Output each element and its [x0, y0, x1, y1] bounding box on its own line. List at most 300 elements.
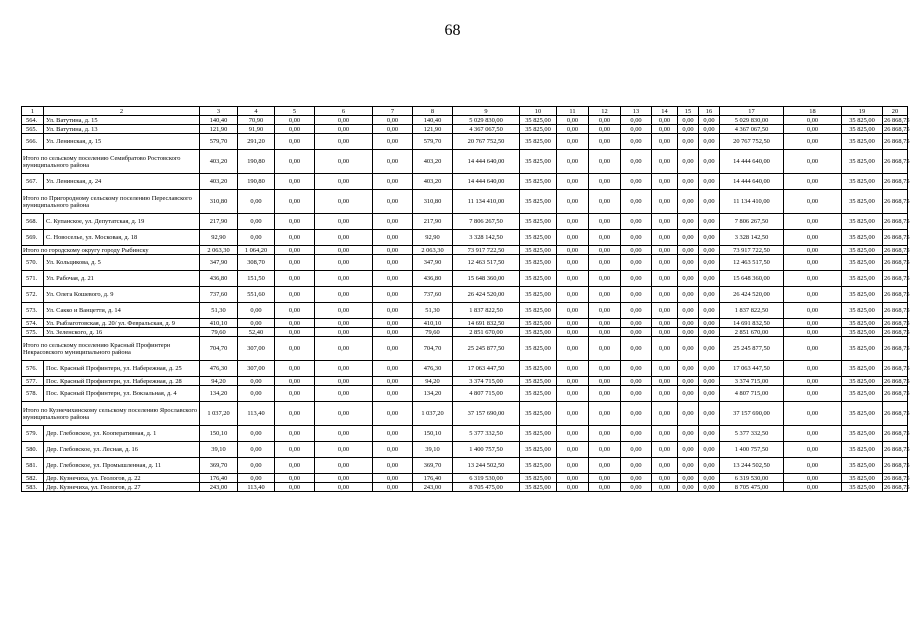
value-cell: 20 767 752,50 — [453, 134, 520, 150]
value-cell: 0,00 — [315, 328, 373, 337]
value-cell: 151,50 — [238, 271, 275, 287]
value-cell: 0,00 — [238, 214, 275, 230]
value-cell: 0,00 — [784, 361, 842, 377]
column-number-cell: 11 — [557, 107, 589, 116]
value-cell: 4 367 067,50 — [720, 125, 784, 134]
value-cell: 0,00 — [652, 190, 678, 214]
value-cell: 0,00 — [678, 230, 699, 246]
value-cell: 403,20 — [413, 174, 453, 190]
value-cell: 0,00 — [315, 271, 373, 287]
value-cell: 0,00 — [275, 116, 315, 125]
value-cell: 0,00 — [275, 246, 315, 255]
data-table-container — [21, 106, 910, 492]
value-cell: 0,00 — [238, 474, 275, 483]
value-cell: 0,00 — [557, 361, 589, 377]
value-cell: 3 328 142,50 — [720, 230, 784, 246]
value-cell: 0,00 — [557, 116, 589, 125]
value-cell: 0,00 — [784, 386, 842, 402]
value-cell: 0,00 — [315, 230, 373, 246]
value-cell: 217,90 — [200, 214, 238, 230]
value-cell: 0,00 — [652, 230, 678, 246]
value-cell: 0,00 — [784, 474, 842, 483]
value-cell: 0,00 — [652, 125, 678, 134]
row-number: 568. — [22, 214, 44, 230]
row-number: 564. — [22, 116, 44, 125]
value-cell: 14 444 640,00 — [720, 174, 784, 190]
value-cell: 14 691 832,50 — [453, 319, 520, 328]
value-cell: 52,40 — [238, 328, 275, 337]
value-cell: 0,00 — [315, 402, 373, 426]
value-cell: 347,90 — [200, 255, 238, 271]
value-cell: 35 825,00 — [842, 125, 883, 134]
value-cell: 0,00 — [275, 230, 315, 246]
value-cell: 0,00 — [678, 134, 699, 150]
column-number-cell: 17 — [720, 107, 784, 116]
value-cell: 190,80 — [238, 150, 275, 174]
address-cell: Пос. Красный Профинтерн, ул. Набережная, д. 28 — [44, 377, 200, 386]
value-cell: 0,00 — [699, 328, 720, 337]
row-number: 572. — [22, 287, 44, 303]
value-cell: 1 037,20 — [200, 402, 238, 426]
value-cell: 436,80 — [413, 271, 453, 287]
value-cell: 26 868,75 — [884, 246, 910, 254]
value-cell: 0,00 — [621, 337, 652, 361]
value-cell: 1 400 757,50 — [720, 442, 784, 458]
value-cell: 0,00 — [275, 402, 315, 426]
table-row — [22, 125, 908, 134]
value-cell: 403,20 — [200, 150, 238, 174]
value-cell: 0,00 — [589, 246, 621, 255]
value-cell: 35 825,00 — [520, 230, 557, 246]
value-cell: 0,00 — [589, 214, 621, 230]
value-cell: 26 868,75 — [883, 402, 908, 426]
value-cell: 35 825,00 — [842, 319, 883, 328]
value-cell: 0,00 — [315, 214, 373, 230]
table-row — [22, 458, 908, 474]
value-cell: 0,00 — [784, 150, 842, 174]
value-cell: 0,00 — [557, 214, 589, 230]
value-cell: 35 825,00 — [520, 337, 557, 361]
value-cell: 35 825,00 — [842, 190, 883, 214]
value-cell: 0,00 — [373, 483, 413, 492]
column-number-cell: 12 — [589, 107, 621, 116]
value-cell: 3 374 715,00 — [720, 377, 784, 386]
value-cell: 243,00 — [200, 483, 238, 492]
value-cell: 0,00 — [315, 337, 373, 361]
value-cell: 0,00 — [557, 402, 589, 426]
value-cell: 150,10 — [413, 426, 453, 442]
value-cell: 308,70 — [238, 255, 275, 271]
row-number: 565. — [22, 125, 44, 134]
value-cell: 0,00 — [699, 125, 720, 134]
value-cell: 140,40 — [200, 116, 238, 125]
value-cell: 0,00 — [373, 426, 413, 442]
address-cell: Дер. Глебовское, ул. Промышленная, д. 11 — [44, 458, 200, 474]
value-cell: 0,00 — [557, 271, 589, 287]
value-cell: 25 245 877,50 — [720, 337, 784, 361]
value-cell: 35 825,00 — [842, 483, 883, 492]
value-cell: 25 245 877,50 — [453, 337, 520, 361]
value-cell: 51,30 — [413, 303, 453, 319]
value-cell: 73 917 722,50 — [453, 246, 520, 255]
value-cell: 35 825,00 — [520, 361, 557, 377]
value-cell: 94,20 — [413, 377, 453, 386]
value-cell: 0,00 — [373, 458, 413, 474]
value-cell: 12 463 517,50 — [453, 255, 520, 271]
value-cell: 0,00 — [238, 386, 275, 402]
value-cell: 0,00 — [275, 361, 315, 377]
value-cell: 410,10 — [413, 319, 453, 328]
column-number-cell: 9 — [453, 107, 520, 116]
value-cell: 14 444 640,00 — [720, 150, 784, 174]
value-cell: 476,30 — [413, 361, 453, 377]
value-cell: 0,00 — [557, 303, 589, 319]
table-row — [22, 214, 908, 230]
value-cell: 35 825,00 — [842, 271, 883, 287]
value-cell: 0,00 — [373, 377, 413, 386]
value-cell: 26 868,75 — [883, 386, 908, 402]
value-cell: 26 868,75 — [883, 271, 908, 287]
value-cell: 0,00 — [373, 303, 413, 319]
value-cell: 51,30 — [200, 303, 238, 319]
value-cell: 7 806 267,50 — [720, 214, 784, 230]
value-cell: 37 157 690,00 — [720, 402, 784, 426]
value-cell: 3 374 715,00 — [453, 377, 520, 386]
value-cell: 0,00 — [678, 458, 699, 474]
value-cell: 0,00 — [315, 287, 373, 303]
value-cell: 35 825,00 — [842, 474, 883, 483]
value-cell: 0,00 — [678, 287, 699, 303]
value-cell: 0,00 — [315, 246, 373, 255]
value-cell: 0,00 — [589, 134, 621, 150]
value-cell: 0,00 — [589, 174, 621, 190]
value-cell: 0,00 — [589, 319, 621, 328]
value-cell: 35 825,00 — [842, 426, 883, 442]
value-cell: 0,00 — [699, 271, 720, 287]
address-cell: Ул. Зеленского, д. 16 — [44, 328, 200, 337]
column-number-cell: 15 — [678, 107, 699, 116]
address-cell: Ул. Сакко и Ванцетти, д. 14 — [44, 303, 200, 319]
value-cell: 0,00 — [621, 319, 652, 328]
value-cell: 35 825,00 — [520, 386, 557, 402]
value-cell: 4 807 715,00 — [720, 386, 784, 402]
value-cell: 5 377 332,50 — [453, 426, 520, 442]
value-cell: 0,00 — [621, 287, 652, 303]
value-cell: 4 807 715,00 — [453, 386, 520, 402]
value-cell: 0,00 — [652, 386, 678, 402]
value-cell: 291,20 — [238, 134, 275, 150]
value-cell: 0,00 — [275, 287, 315, 303]
value-cell: 35 825,00 — [520, 190, 557, 214]
value-cell: 26 868,75 — [884, 319, 910, 327]
value-cell: 0,00 — [275, 474, 315, 483]
value-cell: 403,20 — [413, 150, 453, 174]
value-cell: 0,00 — [784, 116, 842, 125]
row-number: 570. — [22, 255, 44, 271]
value-cell: 347,90 — [413, 255, 453, 271]
value-cell: 0,00 — [315, 483, 373, 492]
value-cell: 35 825,00 — [520, 402, 557, 426]
row-number: 576. — [22, 361, 44, 377]
value-cell: 35 825,00 — [842, 174, 883, 190]
value-cell: 0,00 — [678, 271, 699, 287]
value-cell: 0,00 — [652, 271, 678, 287]
value-cell: 0,00 — [652, 337, 678, 361]
value-cell: 0,00 — [275, 458, 315, 474]
value-cell: 79,60 — [413, 328, 453, 337]
value-cell: 436,80 — [200, 271, 238, 287]
value-cell: 26 424 520,00 — [720, 287, 784, 303]
value-cell: 0,00 — [315, 377, 373, 386]
value-cell: 35 825,00 — [520, 125, 557, 134]
address-cell: Дер. Кузнечиха, ул. Геологов, д. 22 — [44, 474, 200, 483]
value-cell: 26 868,75 — [883, 287, 908, 303]
value-cell: 0,00 — [678, 483, 699, 492]
value-cell: 0,00 — [238, 190, 275, 214]
value-cell: 26 868,75 — [883, 150, 908, 174]
value-cell: 0,00 — [557, 442, 589, 458]
value-cell: 3 328 142,50 — [453, 230, 520, 246]
value-cell: 35 825,00 — [842, 303, 883, 319]
value-cell: 0,00 — [589, 458, 621, 474]
value-cell: 0,00 — [784, 125, 842, 134]
value-cell: 0,00 — [678, 214, 699, 230]
value-cell: 39,10 — [413, 442, 453, 458]
value-cell: 0,00 — [621, 458, 652, 474]
value-cell: 0,00 — [373, 134, 413, 150]
value-cell: 0,00 — [652, 214, 678, 230]
value-cell: 0,00 — [784, 190, 842, 214]
value-cell: 0,00 — [589, 402, 621, 426]
table-row — [22, 271, 908, 287]
value-cell: 403,20 — [200, 174, 238, 190]
value-cell: 0,00 — [238, 230, 275, 246]
value-cell: 15 648 360,00 — [720, 271, 784, 287]
subtotal-row — [22, 150, 908, 174]
value-cell: 0,00 — [315, 303, 373, 319]
column-number-cell: 7 — [373, 107, 413, 116]
subtotal-row — [22, 190, 908, 214]
value-cell: 15 648 360,00 — [453, 271, 520, 287]
value-cell: 35 825,00 — [842, 255, 883, 271]
value-cell: 0,00 — [652, 458, 678, 474]
value-cell: 0,00 — [699, 116, 720, 125]
value-cell: 121,90 — [413, 125, 453, 134]
value-cell: 35 825,00 — [842, 377, 883, 386]
value-cell: 0,00 — [652, 402, 678, 426]
value-cell: 0,00 — [784, 377, 842, 386]
value-cell: 35 825,00 — [520, 214, 557, 230]
table-row — [22, 230, 908, 246]
value-cell: 6 319 530,00 — [453, 474, 520, 483]
table-row — [22, 426, 908, 442]
value-cell: 0,00 — [557, 190, 589, 214]
value-cell: 0,00 — [373, 402, 413, 426]
value-cell: 0,00 — [275, 442, 315, 458]
value-cell: 0,00 — [699, 319, 720, 328]
value-cell: 92,90 — [200, 230, 238, 246]
value-cell: 140,40 — [413, 116, 453, 125]
value-cell: 35 825,00 — [520, 442, 557, 458]
value-cell: 0,00 — [315, 474, 373, 483]
value-cell: 0,00 — [678, 303, 699, 319]
column-number-cell: 8 — [413, 107, 453, 116]
value-cell: 26 868,75 — [883, 230, 908, 246]
value-cell: 0,00 — [275, 386, 315, 402]
value-cell: 35 825,00 — [520, 174, 557, 190]
value-cell: 0,00 — [373, 116, 413, 125]
value-cell: 0,00 — [784, 426, 842, 442]
value-cell: 0,00 — [315, 174, 373, 190]
column-number-cell: 19 — [842, 107, 883, 116]
value-cell: 0,00 — [784, 271, 842, 287]
value-cell: 0,00 — [678, 150, 699, 174]
value-cell: 35 825,00 — [520, 116, 557, 125]
value-cell: 2 063,30 — [200, 246, 238, 255]
table-row — [22, 174, 908, 190]
value-cell: 0,00 — [621, 474, 652, 483]
value-cell: 121,90 — [200, 125, 238, 134]
value-cell: 0,00 — [589, 303, 621, 319]
value-cell: 0,00 — [699, 458, 720, 474]
value-cell: 0,00 — [621, 377, 652, 386]
value-cell: 26 868,75 — [883, 255, 908, 271]
value-cell: 307,00 — [238, 337, 275, 361]
value-cell: 0,00 — [589, 190, 621, 214]
value-cell: 0,00 — [557, 483, 589, 492]
value-cell: 0,00 — [373, 230, 413, 246]
address-cell: Ул. Кольцикова, д. 5 — [44, 255, 200, 271]
value-cell: 35 825,00 — [842, 246, 883, 255]
value-cell: 0,00 — [784, 337, 842, 361]
value-cell: 0,00 — [373, 474, 413, 483]
value-cell: 0,00 — [621, 271, 652, 287]
value-cell: 0,00 — [557, 125, 589, 134]
value-cell: 243,00 — [413, 483, 453, 492]
value-cell: 0,00 — [699, 474, 720, 483]
table-row — [22, 328, 908, 337]
value-cell: 0,00 — [557, 386, 589, 402]
value-cell: 0,00 — [557, 328, 589, 337]
value-cell: 579,70 — [413, 134, 453, 150]
value-cell: 0,00 — [652, 426, 678, 442]
table-row — [22, 255, 908, 271]
value-cell: 0,00 — [589, 287, 621, 303]
table-row — [22, 287, 908, 303]
column-number-cell: 14 — [652, 107, 678, 116]
value-cell: 0,00 — [373, 319, 413, 328]
value-cell: 0,00 — [784, 328, 842, 337]
value-cell: 0,00 — [589, 442, 621, 458]
table-row — [22, 483, 908, 492]
table-row — [22, 319, 908, 328]
value-cell: 73 917 722,50 — [720, 246, 784, 255]
value-cell: 35 825,00 — [842, 402, 883, 426]
value-cell: 113,40 — [238, 483, 275, 492]
table-row — [22, 442, 908, 458]
value-cell: 0,00 — [373, 255, 413, 271]
value-cell: 0,00 — [275, 214, 315, 230]
column-number-cell: 1 — [22, 107, 44, 116]
row-number: 569. — [22, 230, 44, 246]
value-cell: 0,00 — [678, 442, 699, 458]
value-cell: 1 400 757,50 — [453, 442, 520, 458]
value-cell: 0,00 — [678, 246, 699, 255]
value-cell: 0,00 — [315, 361, 373, 377]
row-number: 573. — [22, 303, 44, 319]
value-cell: 0,00 — [621, 246, 652, 255]
value-cell: 2 851 670,00 — [720, 328, 784, 337]
value-cell: 369,70 — [413, 458, 453, 474]
value-cell: 0,00 — [557, 474, 589, 483]
value-cell: 0,00 — [784, 255, 842, 271]
value-cell: 307,00 — [238, 361, 275, 377]
value-cell: 0,00 — [784, 230, 842, 246]
value-cell: 0,00 — [699, 255, 720, 271]
value-cell: 0,00 — [621, 214, 652, 230]
value-cell: 217,90 — [413, 214, 453, 230]
value-cell: 35 825,00 — [520, 474, 557, 483]
value-cell: 12 463 517,50 — [720, 255, 784, 271]
value-cell: 0,00 — [784, 134, 842, 150]
value-cell: 26 868,75 — [884, 377, 910, 385]
value-cell: 13 244 502,50 — [453, 458, 520, 474]
value-cell: 35 825,00 — [520, 255, 557, 271]
value-cell: 134,20 — [200, 386, 238, 402]
value-cell: 0,00 — [373, 150, 413, 174]
value-cell: 0,00 — [699, 246, 720, 255]
value-cell: 0,00 — [315, 116, 373, 125]
address-cell: Ул. Ленинская, д. 24 — [44, 174, 200, 190]
value-cell: 14 691 832,50 — [720, 319, 784, 328]
value-cell: 20 767 752,50 — [720, 134, 784, 150]
value-cell: 94,20 — [200, 377, 238, 386]
value-cell: 0,00 — [557, 287, 589, 303]
value-cell: 6 319 530,00 — [720, 474, 784, 483]
value-cell: 0,00 — [315, 125, 373, 134]
row-number: 574. — [22, 319, 44, 328]
value-cell: 37 157 690,00 — [453, 402, 520, 426]
value-cell: 35 825,00 — [842, 337, 883, 361]
value-cell: 0,00 — [275, 328, 315, 337]
value-cell: 0,00 — [557, 337, 589, 361]
value-cell: 35 825,00 — [842, 458, 883, 474]
value-cell: 0,00 — [589, 255, 621, 271]
value-cell: 79,60 — [200, 328, 238, 337]
value-cell: 0,00 — [238, 442, 275, 458]
value-cell: 0,00 — [557, 458, 589, 474]
address-cell: Дер. Глебовское, ул. Лесная, д. 16 — [44, 442, 200, 458]
value-cell: 0,00 — [315, 190, 373, 214]
value-cell: 0,00 — [652, 442, 678, 458]
value-cell: 39,10 — [200, 442, 238, 458]
value-cell: 0,00 — [373, 361, 413, 377]
value-cell: 0,00 — [699, 483, 720, 492]
value-cell: 91,90 — [238, 125, 275, 134]
value-cell: 1 064,20 — [238, 246, 275, 255]
value-cell: 0,00 — [621, 386, 652, 402]
value-cell: 8 705 475,00 — [453, 483, 520, 492]
value-cell: 310,80 — [200, 190, 238, 214]
value-cell: 0,00 — [652, 319, 678, 328]
value-cell: 5 029 830,00 — [720, 116, 784, 125]
value-cell: 0,00 — [699, 303, 720, 319]
value-cell: 35 825,00 — [842, 442, 883, 458]
value-cell: 0,00 — [699, 174, 720, 190]
value-cell: 0,00 — [699, 402, 720, 426]
value-cell: 0,00 — [784, 287, 842, 303]
column-number-cell: 13 — [621, 107, 652, 116]
